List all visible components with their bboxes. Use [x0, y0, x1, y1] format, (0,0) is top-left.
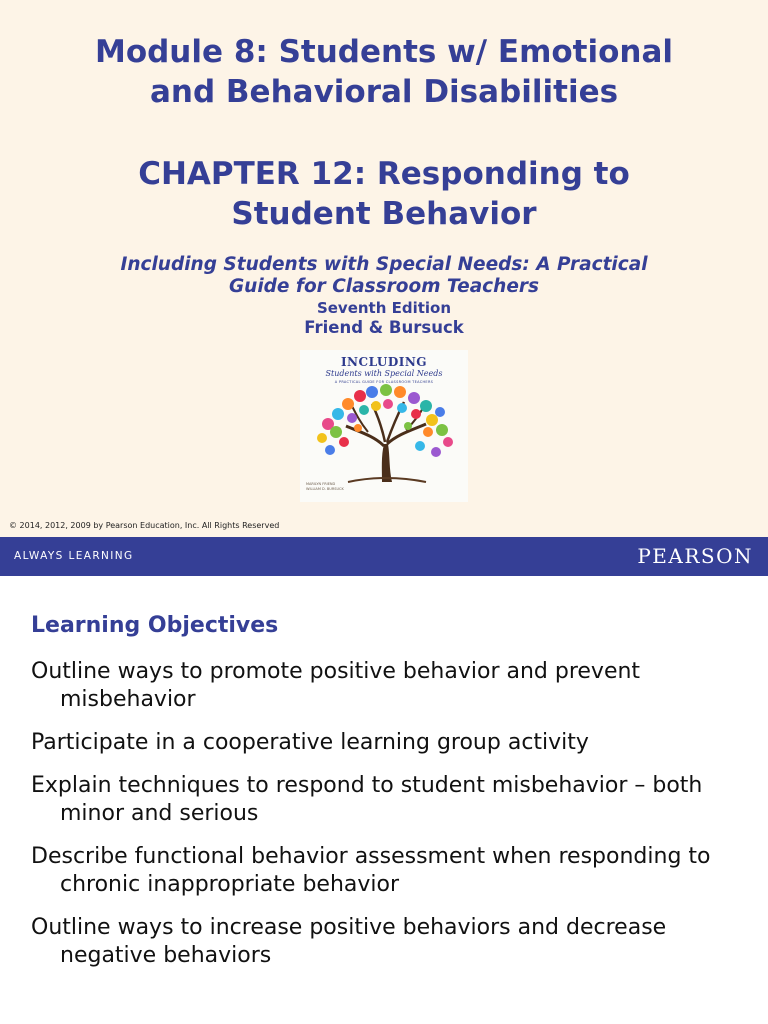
- objective-item: Outline ways to increase positive behaviors and decrease negative behaviors: [31, 915, 667, 968]
- cover-title: [300, 356, 468, 385]
- module-title-line-2: and Behavioral Disabilities: [149, 74, 619, 110]
- module-title: [0, 32, 768, 112]
- cover-author-2: WILLIAM D. BURSUCK: [306, 487, 344, 491]
- chapter-title-line-2: Student Behavior: [231, 196, 537, 232]
- chapter-title: [0, 154, 768, 234]
- chapter-title-line-1: CHAPTER 12: Responding to: [138, 156, 630, 192]
- objective-item: Explain techniques to respond to student misbehavior – both minor and serious: [31, 773, 703, 826]
- hand-print-tree-icon: [308, 384, 460, 484]
- footer-tagline: ALWAYS LEARNING: [14, 550, 134, 562]
- edition-label: Seventh Edition: [316, 299, 452, 317]
- objective-item: Participate in a cooperative learning group activity: [31, 730, 589, 755]
- learning-objectives-heading: Learning Objectives: [31, 613, 279, 638]
- objective-item: Outline ways to promote positive behavior and prevent misbehavior: [31, 659, 641, 712]
- cover-title-tagline: A PRACTICAL GUIDE FOR CLASSROOM TEACHERS: [334, 380, 434, 384]
- cover-authors: [306, 482, 344, 492]
- copyright-notice: © 2014, 2012, 2009 by Pearson Education, Inc. All Rights Reserved: [9, 521, 280, 530]
- learning-objectives-slide: [0, 576, 768, 1024]
- objectives-list: [31, 658, 751, 985]
- book-title-line-2: Guide for Classroom Teachers: [228, 276, 540, 297]
- cover-author-1: MARILYN FRIEND: [306, 482, 336, 486]
- authors-label: Friend & Bursuck: [304, 318, 464, 337]
- pearson-logo: PEARSON: [637, 544, 753, 568]
- objective-item: Describe functional behavior assessment when responding to chronic inappropriate behavior: [31, 844, 711, 897]
- book-title-line-1: Including Students with Special Needs: A Practical: [120, 254, 648, 275]
- cover-title-sub: Students with Special Needs: [325, 369, 443, 378]
- cover-title-main: INCLUDING: [340, 355, 428, 369]
- module-title-line-1: Module 8: Students w/ Emotional: [94, 34, 674, 70]
- book-title: [0, 254, 768, 298]
- book-cover-image: [300, 350, 468, 502]
- footer-bar: [0, 537, 768, 576]
